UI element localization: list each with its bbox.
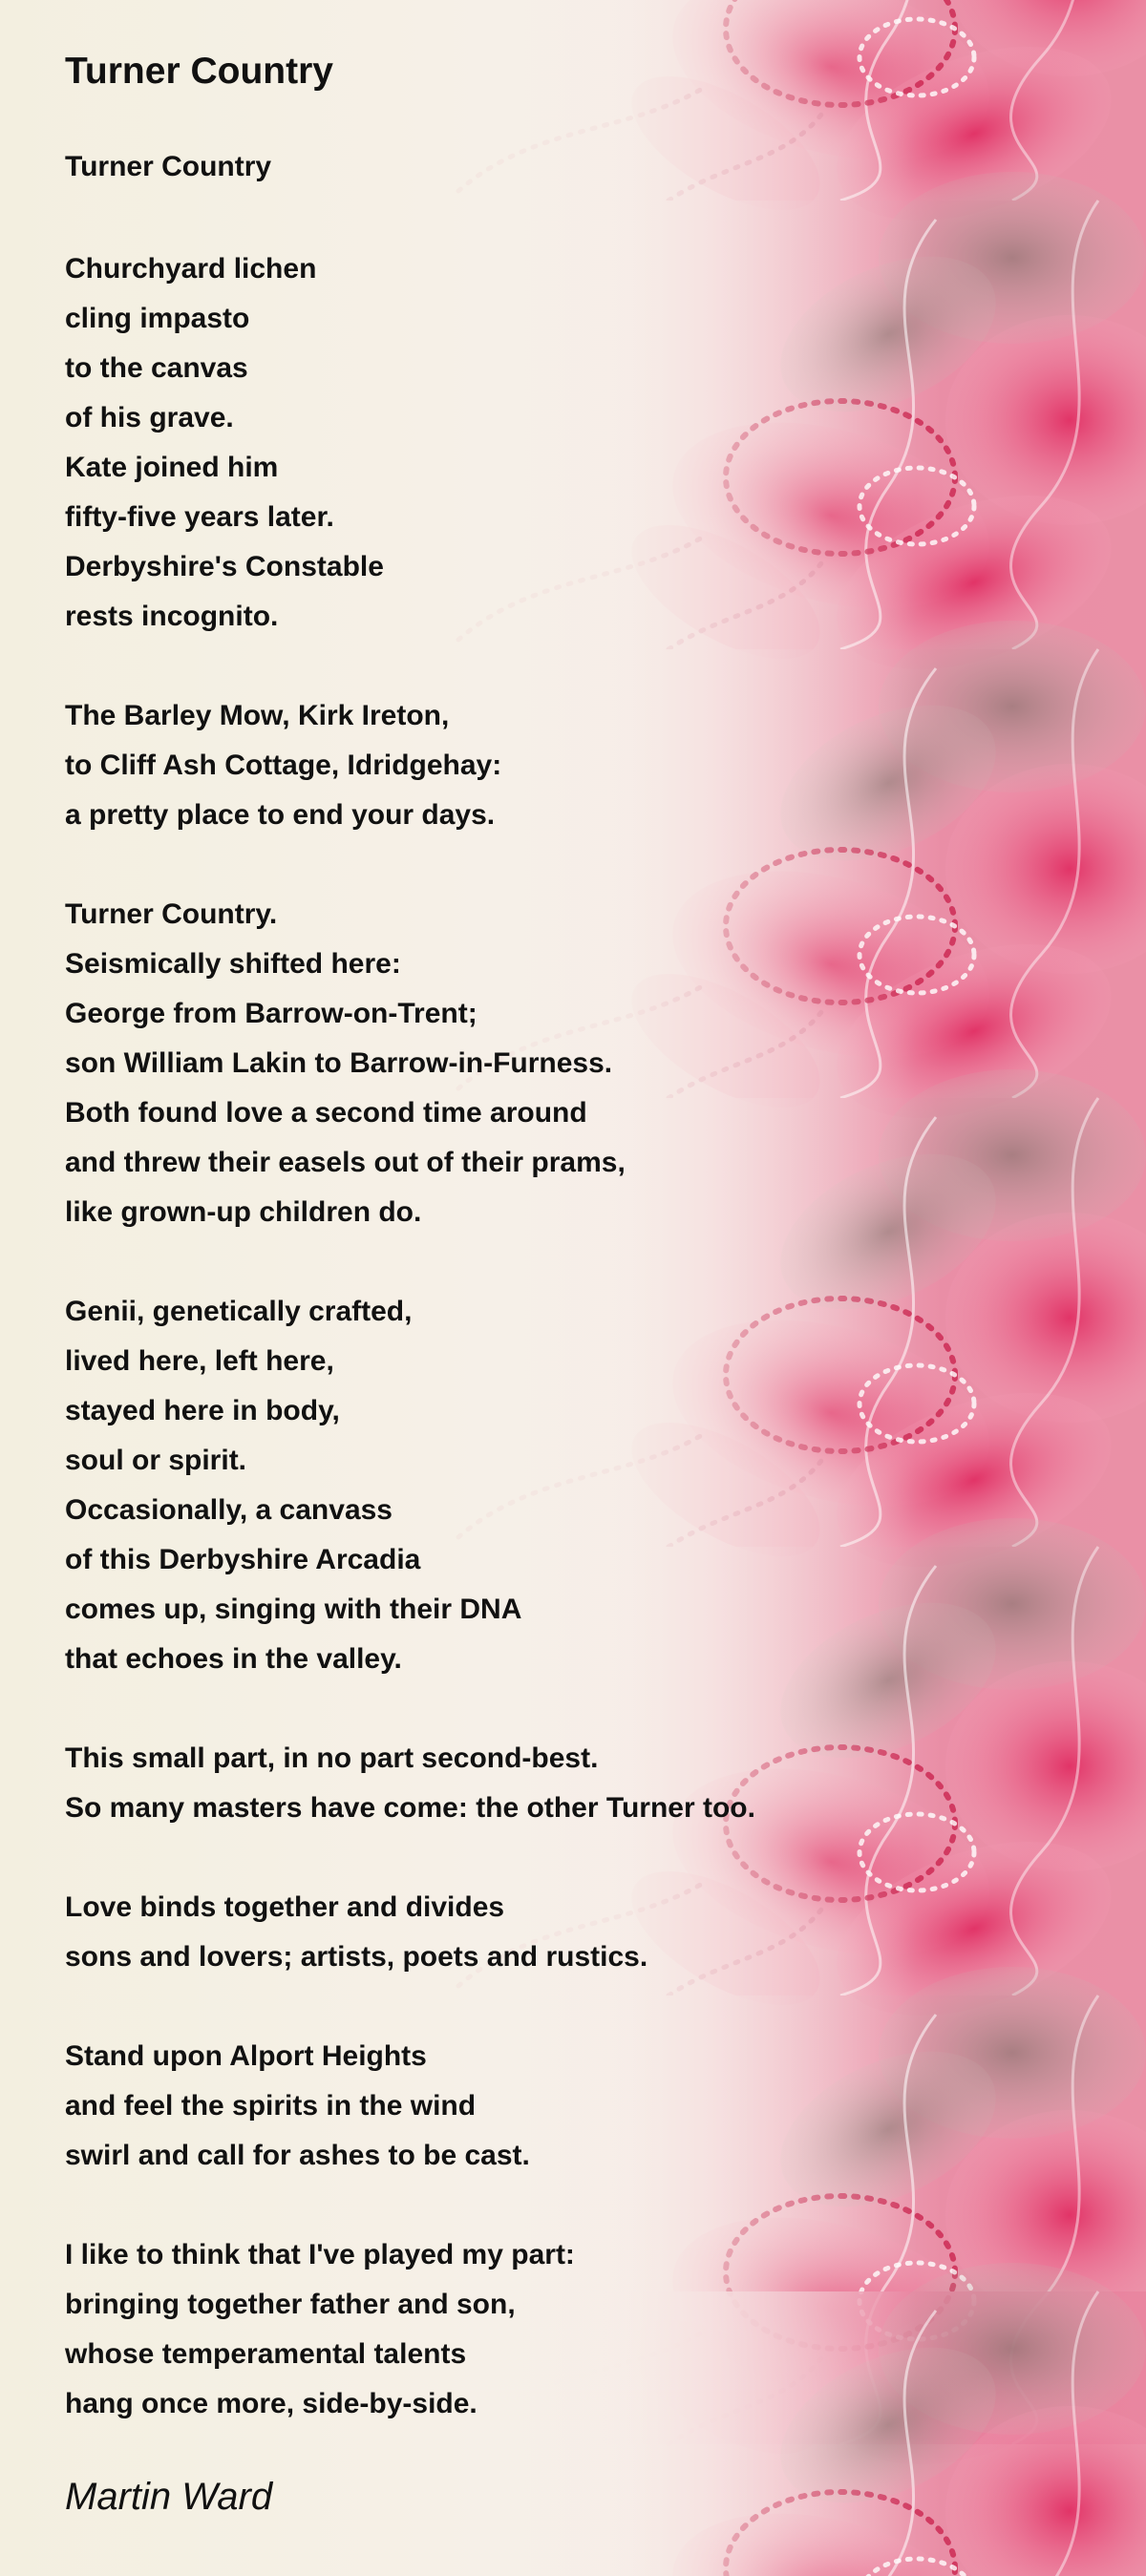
poem-line: George from Barrow-on-Trent; (65, 998, 478, 1029)
poem-line: whose temperamental talents (65, 2338, 467, 2370)
stanza-gap (65, 642, 755, 691)
poem-title: Turner Country (65, 51, 333, 92)
poem-line: sons and lovers; artists, poets and rustics. (65, 1941, 648, 1973)
poem-line: comes up, singing with their DNA (65, 1594, 522, 1625)
poem-line: The Barley Mow, Kirk Ireton, (65, 700, 450, 731)
poem-line: I like to think that I've played my part: (65, 2239, 575, 2270)
poem-line: like grown-up children do. (65, 1196, 422, 1228)
poem-line: soul or spirit. (65, 1445, 247, 1476)
stanza-gap (65, 1237, 755, 1287)
poem-line: of his grave. (65, 402, 234, 433)
poem-line: stayed here in body, (65, 1395, 340, 1426)
poem-line: bringing together father and son, (65, 2289, 516, 2320)
poem-line: rests incognito. (65, 601, 279, 632)
poem-subtitle: Turner Country (65, 151, 272, 182)
poem-line: lived here, left here, (65, 1345, 334, 1377)
poem-line: to Cliff Ash Cottage, Idridgehay: (65, 750, 502, 781)
poem-line: swirl and call for ashes to be cast. (65, 2140, 530, 2171)
poem-line: of this Derbyshire Arcadia (65, 1544, 421, 1575)
poem-line: cling impasto (65, 303, 250, 334)
poem-line: hang once more, side-by-side. (65, 2388, 478, 2419)
poem-line: Genii, genetically crafted, (65, 1296, 413, 1327)
poem-line: Both found love a second time around (65, 1097, 587, 1129)
poem-author: Martin Ward (65, 2476, 273, 2518)
poem-line: So many masters have come: the other Turner too. (65, 1792, 755, 1824)
poem-line: Love binds together and divides (65, 1891, 505, 1923)
poem-line: Kate joined him (65, 452, 279, 483)
poem-line: Occasionally, a canvass (65, 1494, 393, 1526)
poem-line: and feel the spirits in the wind (65, 2090, 477, 2122)
poem-line: son William Lakin to Barrow-in-Furness. (65, 1047, 613, 1079)
poem-line: Seismically shifted here: (65, 948, 401, 980)
poem-line: Turner Country. (65, 898, 278, 930)
poem-line: fifty-five years later. (65, 501, 334, 533)
poem-line: Churchyard lichen (65, 253, 317, 285)
stanza-gap (65, 1833, 755, 1883)
poem-line: and threw their easels out of their prams, (65, 1147, 626, 1178)
poem-line: This small part, in no part second-best. (65, 1742, 599, 1774)
stanza-gap (65, 840, 755, 890)
poem-line: a pretty place to end your days. (65, 799, 496, 831)
stanza-gap (65, 1684, 755, 1734)
stanza-gap (65, 2181, 755, 2230)
stanza-gap (65, 1982, 755, 2032)
poem-line: Stand upon Alport Heights (65, 2040, 427, 2072)
poem-line: that echoes in the valley. (65, 1643, 402, 1675)
poem-line: Derbyshire's Constable (65, 551, 384, 582)
poem-line: to the canvas (65, 352, 248, 384)
poem-body (65, 244, 755, 2429)
